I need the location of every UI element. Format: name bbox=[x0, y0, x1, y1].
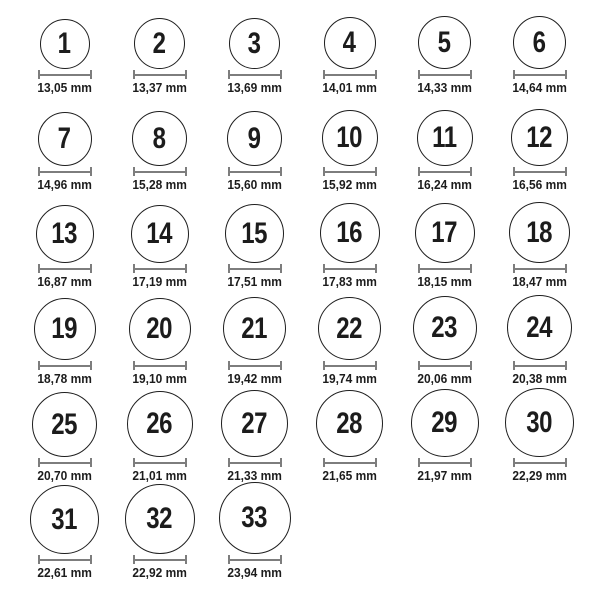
diameter-measure-bracket bbox=[133, 458, 187, 467]
ring-size-cell bbox=[17, 389, 112, 486]
measure-right-tick bbox=[90, 458, 92, 467]
ring-circle bbox=[40, 19, 90, 69]
measure-right-tick bbox=[565, 167, 567, 176]
measure-right-tick bbox=[185, 361, 187, 370]
ring-size-cell bbox=[17, 1, 112, 98]
measure-right-tick bbox=[280, 555, 282, 564]
diameter-label: 16,87 mm bbox=[37, 274, 92, 289]
ring-circle bbox=[318, 297, 381, 360]
measure-right-tick bbox=[565, 264, 567, 273]
diameter-label: 16,56 mm bbox=[512, 177, 567, 192]
ring-size-cell bbox=[207, 195, 302, 292]
diameter-label: 18,15 mm bbox=[417, 274, 472, 289]
diameter-measure-bracket bbox=[323, 167, 377, 176]
ring-circle bbox=[413, 296, 477, 360]
diameter-measure-bracket bbox=[38, 167, 92, 176]
diameter-label: 14,64 mm bbox=[512, 80, 567, 95]
measure-right-tick bbox=[565, 70, 567, 79]
diameter-measure-bracket bbox=[228, 70, 282, 79]
diameter-measure-bracket bbox=[513, 361, 567, 370]
measure-right-tick bbox=[185, 70, 187, 79]
ring-size-cell bbox=[397, 98, 492, 195]
measure-line bbox=[135, 559, 185, 561]
diameter-measure-bracket bbox=[133, 264, 187, 273]
ring-circle bbox=[223, 297, 286, 360]
measure-line bbox=[325, 365, 375, 367]
measure-line bbox=[420, 365, 470, 367]
measure-line bbox=[420, 268, 470, 270]
ring-circle bbox=[125, 484, 195, 554]
diameter-measure-bracket bbox=[228, 361, 282, 370]
ring-size-number: 3 bbox=[248, 26, 261, 60]
measure-line bbox=[515, 365, 565, 367]
diameter-measure-bracket bbox=[513, 458, 567, 467]
diameter-measure-bracket bbox=[323, 70, 377, 79]
diameter-measure-bracket bbox=[133, 167, 187, 176]
ring-size-cell bbox=[17, 195, 112, 292]
ring-circle bbox=[38, 112, 92, 166]
ring-size-cell bbox=[397, 1, 492, 98]
ring-size-cell bbox=[302, 292, 397, 389]
ring-size-cell bbox=[17, 98, 112, 195]
ring-size-number: 10 bbox=[336, 121, 363, 154]
diameter-label: 13,37 mm bbox=[132, 80, 187, 95]
measure-right-tick bbox=[375, 70, 377, 79]
measure-right-tick bbox=[375, 264, 377, 273]
ring-circle bbox=[513, 16, 566, 69]
measure-right-tick bbox=[90, 70, 92, 79]
ring-size-number: 16 bbox=[336, 216, 363, 249]
diameter-label: 21,97 mm bbox=[417, 468, 472, 483]
measure-right-tick bbox=[280, 167, 282, 176]
ring-size-number: 26 bbox=[146, 407, 173, 440]
ring-size-cell bbox=[302, 195, 397, 292]
measure-line bbox=[325, 462, 375, 464]
ring-size-number: 5 bbox=[438, 25, 451, 59]
ring-size-number: 23 bbox=[431, 311, 458, 344]
ring-size-number: 12 bbox=[526, 120, 553, 154]
diameter-label: 20,38 mm bbox=[512, 371, 567, 386]
ring-size-cell bbox=[492, 98, 587, 195]
measure-right-tick bbox=[185, 555, 187, 564]
measure-line bbox=[40, 462, 90, 464]
measure-line bbox=[230, 365, 280, 367]
measure-line bbox=[420, 171, 470, 173]
ring-size-number: 18 bbox=[526, 215, 553, 249]
diameter-label: 22,61 mm bbox=[37, 565, 92, 580]
diameter-label: 21,33 mm bbox=[227, 468, 282, 483]
ring-size-cell bbox=[492, 195, 587, 292]
diameter-label: 14,96 mm bbox=[37, 177, 92, 192]
ring-size-cell bbox=[302, 389, 397, 486]
measure-line bbox=[420, 74, 470, 76]
diameter-label: 17,19 mm bbox=[132, 274, 187, 289]
ring-size-number: 8 bbox=[153, 121, 166, 155]
ring-circle bbox=[511, 109, 568, 166]
measure-line bbox=[40, 365, 90, 367]
measure-line bbox=[325, 74, 375, 76]
ring-size-number: 27 bbox=[241, 406, 268, 440]
ring-circle bbox=[225, 204, 284, 263]
diameter-measure-bracket bbox=[38, 555, 92, 564]
diameter-label: 21,65 mm bbox=[322, 468, 377, 483]
ring-circle bbox=[415, 203, 475, 263]
diameter-measure-bracket bbox=[418, 167, 472, 176]
ring-circle bbox=[509, 202, 570, 263]
ring-size-cell bbox=[397, 292, 492, 389]
ring-circle bbox=[219, 482, 291, 554]
measure-right-tick bbox=[280, 458, 282, 467]
ring-size-cell bbox=[17, 292, 112, 389]
ring-circle bbox=[131, 205, 189, 263]
measure-line bbox=[230, 559, 280, 561]
diameter-label: 15,28 mm bbox=[132, 177, 187, 192]
diameter-label: 22,92 mm bbox=[132, 565, 187, 580]
ring-size-number: 19 bbox=[51, 312, 78, 345]
diameter-label: 17,83 mm bbox=[322, 274, 377, 289]
measure-right-tick bbox=[565, 361, 567, 370]
measure-right-tick bbox=[470, 361, 472, 370]
measure-line bbox=[40, 171, 90, 173]
diameter-measure-bracket bbox=[228, 555, 282, 564]
ring-size-cell bbox=[397, 389, 492, 486]
measure-line bbox=[135, 171, 185, 173]
measure-right-tick bbox=[90, 555, 92, 564]
diameter-label: 13,69 mm bbox=[227, 80, 282, 95]
ring-size-number: 13 bbox=[51, 217, 78, 250]
ring-size-number: 20 bbox=[146, 312, 173, 345]
diameter-measure-bracket bbox=[513, 70, 567, 79]
ring-size-number: 28 bbox=[336, 406, 363, 440]
measure-line bbox=[40, 559, 90, 561]
ring-circle bbox=[221, 390, 288, 457]
measure-line bbox=[230, 268, 280, 270]
measure-right-tick bbox=[470, 167, 472, 176]
ring-circle bbox=[127, 391, 193, 457]
ring-circle bbox=[411, 389, 479, 457]
ring-circle bbox=[320, 203, 380, 263]
measure-right-tick bbox=[280, 264, 282, 273]
ring-size-number: 15 bbox=[241, 216, 268, 250]
measure-right-tick bbox=[185, 458, 187, 467]
ring-circle bbox=[417, 110, 473, 166]
ring-size-number: 33 bbox=[241, 501, 268, 534]
diameter-label: 17,51 mm bbox=[227, 274, 282, 289]
measure-line bbox=[230, 74, 280, 76]
diameter-label: 18,47 mm bbox=[512, 274, 567, 289]
measure-right-tick bbox=[470, 458, 472, 467]
ring-size-number: 22 bbox=[336, 311, 363, 345]
diameter-measure-bracket bbox=[418, 264, 472, 273]
diameter-label: 21,01 mm bbox=[132, 468, 187, 483]
diameter-label: 20,06 mm bbox=[417, 371, 472, 386]
ring-size-number: 11 bbox=[432, 121, 457, 154]
diameter-measure-bracket bbox=[133, 361, 187, 370]
diameter-measure-bracket bbox=[323, 264, 377, 273]
ring-size-cell bbox=[207, 98, 302, 195]
diameter-label: 13,05 mm bbox=[37, 80, 92, 95]
measure-line bbox=[325, 268, 375, 270]
ring-circle bbox=[32, 392, 97, 457]
ring-size-cell bbox=[397, 195, 492, 292]
diameter-measure-bracket bbox=[228, 167, 282, 176]
diameter-measure-bracket bbox=[38, 70, 92, 79]
ring-size-cell bbox=[302, 98, 397, 195]
measure-right-tick bbox=[90, 167, 92, 176]
measure-right-tick bbox=[90, 361, 92, 370]
diameter-label: 23,94 mm bbox=[227, 565, 282, 580]
ring-circle bbox=[324, 17, 376, 69]
measure-right-tick bbox=[470, 70, 472, 79]
measure-right-tick bbox=[375, 361, 377, 370]
ring-size-cell bbox=[492, 292, 587, 389]
ring-size-cell bbox=[112, 486, 207, 583]
diameter-label: 15,92 mm bbox=[322, 177, 377, 192]
diameter-label: 14,01 mm bbox=[322, 80, 377, 95]
ring-size-number: 32 bbox=[146, 502, 173, 535]
ring-size-cell bbox=[112, 1, 207, 98]
measure-line bbox=[40, 74, 90, 76]
ring-circle bbox=[132, 111, 187, 166]
ring-circle bbox=[134, 18, 185, 69]
measure-line bbox=[135, 268, 185, 270]
ring-size-cell bbox=[112, 292, 207, 389]
ring-circle bbox=[505, 388, 574, 457]
diameter-measure-bracket bbox=[38, 458, 92, 467]
ring-circle bbox=[36, 205, 94, 263]
ring-size-cell bbox=[302, 1, 397, 98]
ring-size-cell bbox=[207, 486, 302, 583]
ring-circle bbox=[316, 390, 383, 457]
diameter-measure-bracket bbox=[418, 70, 472, 79]
ring-size-number: 31 bbox=[51, 502, 78, 536]
ring-size-number: 24 bbox=[526, 310, 553, 344]
ring-size-number: 2 bbox=[153, 26, 166, 60]
ring-size-cell bbox=[207, 1, 302, 98]
diameter-measure-bracket bbox=[133, 555, 187, 564]
diameter-measure-bracket bbox=[38, 264, 92, 273]
diameter-label: 18,78 mm bbox=[37, 371, 92, 386]
measure-right-tick bbox=[280, 70, 282, 79]
diameter-measure-bracket bbox=[323, 361, 377, 370]
ring-size-number: 7 bbox=[58, 122, 71, 155]
measure-line bbox=[135, 365, 185, 367]
ring-circle bbox=[229, 18, 280, 69]
ring-size-cell bbox=[112, 195, 207, 292]
ring-size-number: 25 bbox=[51, 407, 78, 441]
ring-size-number: 9 bbox=[248, 121, 261, 155]
diameter-measure-bracket bbox=[513, 167, 567, 176]
ring-size-cell bbox=[492, 1, 587, 98]
ring-size-number: 30 bbox=[526, 405, 553, 439]
ring-circle bbox=[129, 298, 191, 360]
diameter-label: 15,60 mm bbox=[227, 177, 282, 192]
ring-size-cell bbox=[207, 292, 302, 389]
measure-line bbox=[515, 74, 565, 76]
measure-right-tick bbox=[185, 264, 187, 273]
measure-right-tick bbox=[565, 458, 567, 467]
ring-size-cell bbox=[17, 486, 112, 583]
diameter-measure-bracket bbox=[228, 264, 282, 273]
ring-circle bbox=[507, 295, 572, 360]
diameter-label: 19,10 mm bbox=[132, 371, 187, 386]
ring-size-number: 4 bbox=[343, 26, 356, 59]
ring-size-number: 21 bbox=[241, 311, 268, 345]
diameter-measure-bracket bbox=[418, 361, 472, 370]
diameter-measure-bracket bbox=[513, 264, 567, 273]
measure-line bbox=[420, 462, 470, 464]
measure-right-tick bbox=[90, 264, 92, 273]
ring-size-number: 1 bbox=[58, 27, 71, 60]
ring-circle bbox=[227, 111, 282, 166]
measure-right-tick bbox=[470, 264, 472, 273]
measure-line bbox=[325, 171, 375, 173]
ring-circle bbox=[322, 110, 378, 166]
diameter-label: 16,24 mm bbox=[417, 177, 472, 192]
ring-size-cell bbox=[112, 98, 207, 195]
measure-line bbox=[230, 462, 280, 464]
ring-size-number: 14 bbox=[146, 217, 173, 250]
diameter-label: 19,74 mm bbox=[322, 371, 377, 386]
diameter-label: 20,70 mm bbox=[37, 468, 92, 483]
ring-size-cell bbox=[492, 389, 587, 486]
measure-line bbox=[515, 462, 565, 464]
measure-right-tick bbox=[280, 361, 282, 370]
diameter-measure-bracket bbox=[228, 458, 282, 467]
ring-size-number: 29 bbox=[431, 406, 458, 439]
ring-size-number: 17 bbox=[431, 216, 458, 249]
ring-circle bbox=[34, 298, 96, 360]
diameter-label: 14,33 mm bbox=[417, 80, 472, 95]
ring-circle bbox=[418, 16, 471, 69]
diameter-label: 19,42 mm bbox=[227, 371, 282, 386]
measure-line bbox=[40, 268, 90, 270]
measure-line bbox=[135, 462, 185, 464]
diameter-label: 22,29 mm bbox=[512, 468, 567, 483]
ring-size-number: 6 bbox=[533, 25, 546, 59]
diameter-measure-bracket bbox=[133, 70, 187, 79]
diameter-measure-bracket bbox=[323, 458, 377, 467]
diameter-measure-bracket bbox=[418, 458, 472, 467]
ring-circle bbox=[30, 485, 99, 554]
measure-line bbox=[515, 171, 565, 173]
measure-line bbox=[135, 74, 185, 76]
measure-right-tick bbox=[185, 167, 187, 176]
diameter-measure-bracket bbox=[38, 361, 92, 370]
measure-right-tick bbox=[375, 167, 377, 176]
measure-right-tick bbox=[375, 458, 377, 467]
measure-line bbox=[230, 171, 280, 173]
measure-line bbox=[515, 268, 565, 270]
ring-size-cell bbox=[112, 389, 207, 486]
ring-size-cell bbox=[207, 389, 302, 486]
